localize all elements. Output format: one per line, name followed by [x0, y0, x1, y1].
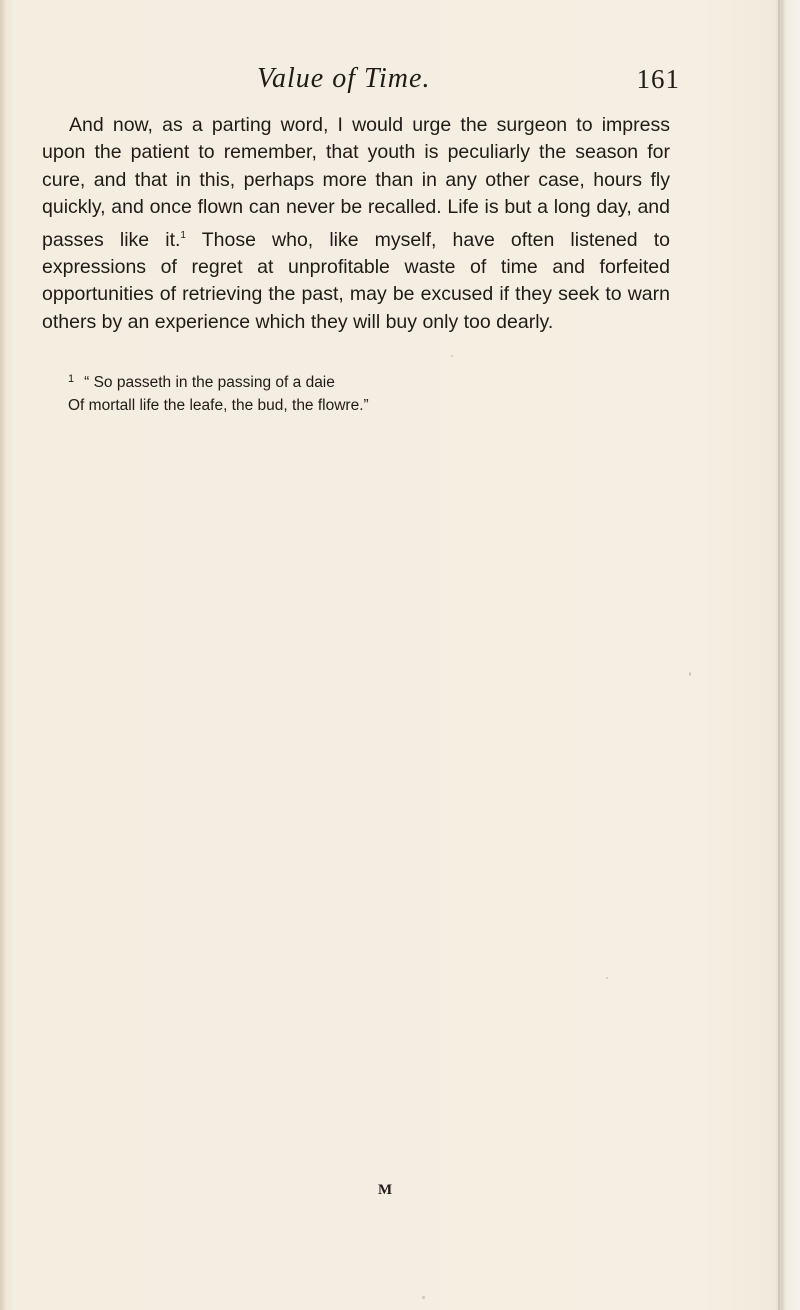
- body-text: And now, as a parting word, I would urge the surgeon to impress upon the patient to remember, that youth is peculiarly the season for cure, and that in this, perhaps more than in any other case, hours fly quickly, and once flown can never be recalled. Life is but a long day, and passes like it.: [42, 114, 670, 251]
- running-title: Value of Time.: [257, 63, 431, 94]
- signature-mark: M: [378, 1182, 393, 1198]
- paper-speck: [422, 1296, 425, 1299]
- footnote-reference: 1: [180, 229, 186, 241]
- paper-speck: [451, 355, 453, 357]
- body-paragraph: [42, 112, 670, 336]
- running-head: [69, 62, 680, 102]
- footnote-line-1-text: “ So passeth in the passing of a daie: [84, 374, 335, 391]
- page-right-edge: [778, 0, 780, 1310]
- footnote-line-2: Of mortall life the leafe, the bud, the flowre.”: [68, 397, 369, 414]
- footnote: [68, 368, 668, 417]
- page-number: 161: [636, 64, 680, 94]
- footnote-line-1: [68, 368, 668, 394]
- paper-speck: [606, 977, 608, 979]
- body-text-continued: Those who, like myself, have often listened to expressions of regret at unprofitable waste of time and forfeited opportunities of retrieving the past, may be excused if they seek to warn others by an experience which they will buy only too dearly.: [42, 228, 670, 333]
- page-left-edge: [0, 0, 6, 1310]
- paper-speck: [689, 672, 691, 676]
- footnote-mark: 1: [68, 373, 75, 385]
